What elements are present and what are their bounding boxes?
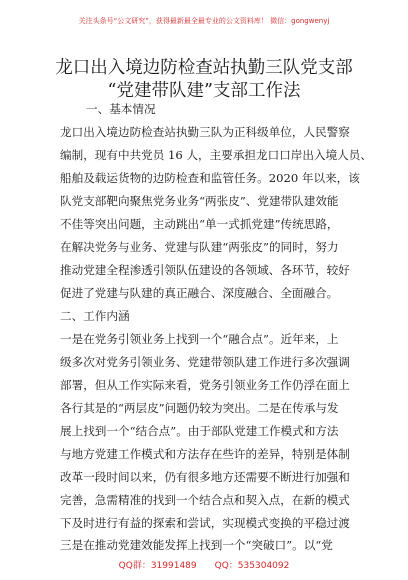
header-note: 关注头条号“公文研究”，获得最新最全最专业的公文资料库！ 微信：gongwenyj <box>78 17 330 25</box>
paragraph-line: 完善，急需精准的找到一个结合点和契入点，在新的模式 <box>60 493 350 507</box>
paragraph-line: 一是在党务引领业务上找到一个“融合点”。近年来，上 <box>60 332 339 346</box>
paragraph-line: 龙口出入境边防检查站执勤三队为正科级单位，人民警察 <box>60 125 350 139</box>
paragraph-line: 推动党建全程渗透引领队伍建设的各领域、各环节，较好 <box>60 263 350 277</box>
footer-contact <box>0 558 408 571</box>
paragraph-line: 展上找到一个“结合点”。由于部队党建工作模式和方法 <box>60 424 339 438</box>
paragraph-line: 与地方党建工作模式和方法存在些许的差异，特别是体制 <box>60 447 350 461</box>
paragraph-line: 船舶及载运货物的边防检查和监管任务。2020 年以来，该 <box>60 171 360 185</box>
paragraph-line: 编制，现有中共党员 16 人，主要承担龙口口岸出入境人员、 <box>60 148 372 162</box>
footer-qq-group: QQ群：31991489 <box>118 561 197 571</box>
paragraph-line: 级多次对党务引领业务、党建带领队建工作进行多次强调 <box>60 355 350 369</box>
paragraph-line: 队党支部靶向聚焦党务业务“两张皮”、党建带队建效能 <box>60 194 339 208</box>
document-title-line-1: 龙口出入境边防检查站执勤三队党支部 <box>55 58 353 78</box>
footer-qq: QQ：535304092 <box>214 561 290 571</box>
document-title-line-2: “党建带队建”支部工作法 <box>107 81 301 101</box>
paragraph-line: 下及时进行有益的探索和尝试，实现模式变换的平稳过渡 <box>60 516 350 530</box>
paragraph-line: 在解决党务与业务、党建与队建“两张皮”的同时，努力 <box>60 240 339 254</box>
paragraph-line: 各行其是的“两层皮”问题仍较为突出。二是在传承与发 <box>60 401 339 415</box>
paragraph-line: 不佳等突出问题，主动跳出“单一式抓党建”传统思路， <box>60 217 339 231</box>
section-heading-work-content: 二、工作内涵 <box>60 309 130 323</box>
paragraph-line: 改革一段时间以来，仍有很多地方还需要不断进行加强和 <box>60 470 350 484</box>
section-heading-basic-info: 一、基本情况 <box>86 102 156 116</box>
paragraph-line: 部署，但从工作实际来看，党务引领业务工作仍浮在面上 <box>60 378 350 392</box>
paragraph-line: 三是在推动党建效能发挥上找到一个“突破口”。以“党 <box>60 538 333 552</box>
paragraph-line: 促进了党建与队建的真正融合、深度融合、全面融合。 <box>60 286 339 300</box>
